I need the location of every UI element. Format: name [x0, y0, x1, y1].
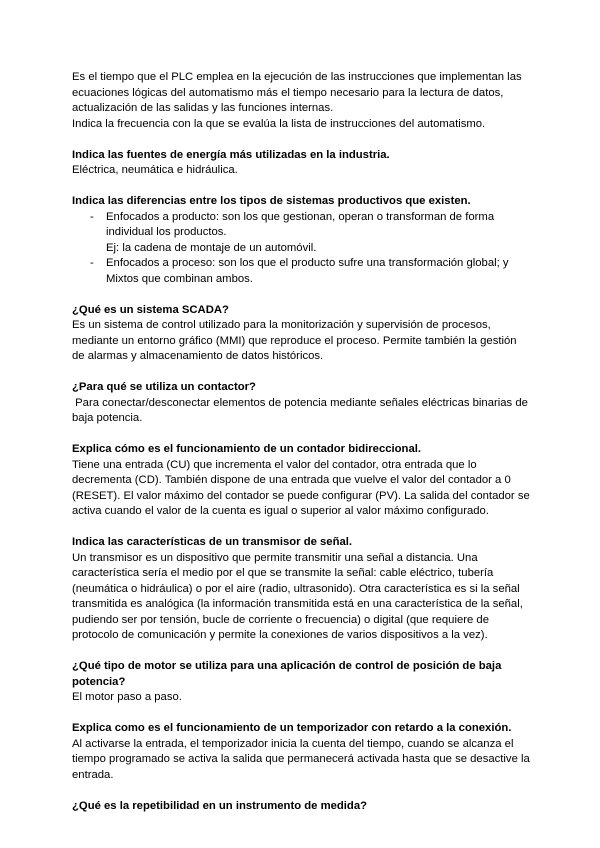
answer-text: Es un sistema de control utilizado para la monitorización y supervisión de procesos, mediante un entorno gráfico (MMI) que reproduce el proceso. Permite también la gestión de alarmas y almacenamiento de datos históricos.: [72, 319, 517, 362]
question-heading: ¿Qué es un sistema SCADA?: [72, 303, 229, 316]
list-item: [72, 210, 532, 241]
question-heading: Explica como es el funcionamiento de un temporizador con retardo a la conexión.: [72, 722, 512, 734]
answer-text: Un transmisor es un dispositivo que permite transmitir una señal a distancia. Una característica sería el medio por el que se transmite la señal: cable eléctrico, tubería (neumática o hidráulica) o por el aire (radio, ultrasonido). Otra característica es si la señal transmitida es analógica (la información transmitida está en una característica de la señal, pudiendo ser por tensión, bucle de corriente o frecuencia) o digital (que requiere de protocolo de comunicación y permite la conexiones de varios dispositivos a la vez).: [72, 551, 523, 641]
answer-text: Eléctrica, neumática e hidráulica.: [72, 164, 238, 176]
answer-list: [72, 210, 532, 241]
question-timer: [72, 721, 532, 783]
question-bidirectional-counter: [72, 442, 532, 520]
question-repeatability: [72, 799, 532, 815]
question-heading: ¿Para qué se utiliza un contactor?: [72, 381, 256, 393]
list-item: [72, 256, 532, 287]
question-motor-type: [72, 659, 532, 706]
answer-text: Para conectar/desconectar elementos de potencia mediante señales eléctricas binarias de baja potencia.: [72, 396, 532, 424]
question-production-systems: [72, 194, 532, 287]
answer-text: Tiene una entrada (CU) que incrementa el valor del contador, otra entrada que lo decrementa (CD). También dispone de una entrada que vuelve el valor del contador a 0 (RESET). El valor máximo del contador se puede configurar (PV). La salida del contador se activa cuando el valor de la cuenta es igual o superior al valor máximo configurado.: [72, 458, 530, 517]
list-item-text: Enfocados a producto: son los que gestionan, operan o transforman de forma individual los productos.: [106, 210, 495, 238]
answer-text: Al activarse la entrada, el temporizador inicia la cuenta del tiempo, cuando se alcanza el tiempo programado se activa la salida que permanecerá activada hasta que se desactive la entrada.: [72, 737, 530, 781]
question-scada: [72, 303, 532, 365]
example-text: Ej: la cadena de montaje de un automóvil.: [106, 241, 317, 254]
answer-text: El motor paso a paso.: [72, 691, 182, 703]
question-contactor: [72, 380, 532, 427]
question-signal-transmitter: [72, 535, 532, 644]
question-heading: Indica las diferencias entre los tipos de sistemas productivos que existen.: [72, 195, 471, 207]
question-heading: Indica las fuentes de energía más utilizadas en la industria.: [72, 148, 390, 161]
intro-paragraph: Es el tiempo que el PLC emplea en la ejecución de las instrucciones que implementan las ecuaciones lógicas del automatismo más el tiempo necesario para la lectura de datos, actualización de las salidas y las funciones internas.: [72, 71, 522, 114]
question-heading: Indica las características de un transmisor de señal.: [72, 536, 353, 548]
intro-paragraph-2: Indica la frecuencia con la que se evalúa la lista de instrucciones del automatismo.: [72, 117, 486, 130]
list-item-text: Enfocados a proceso: son los que el producto sufre una transformación global; y Mixtos que combinan ambos.: [106, 257, 509, 285]
question-heading: ¿Qué es la repetibilidad en un instrumento de medida?: [72, 799, 368, 812]
question-heading: Explica cómo es el funcionamiento de un contador bidireccional.: [72, 443, 422, 455]
question-energy-sources: [72, 148, 532, 179]
document-content: [72, 70, 532, 830]
intro-section: [72, 70, 532, 132]
answer-list-2: [72, 256, 532, 287]
question-heading: ¿Qué tipo de motor se utiliza para una aplicación de control de posición de baja potencia?: [72, 660, 502, 688]
